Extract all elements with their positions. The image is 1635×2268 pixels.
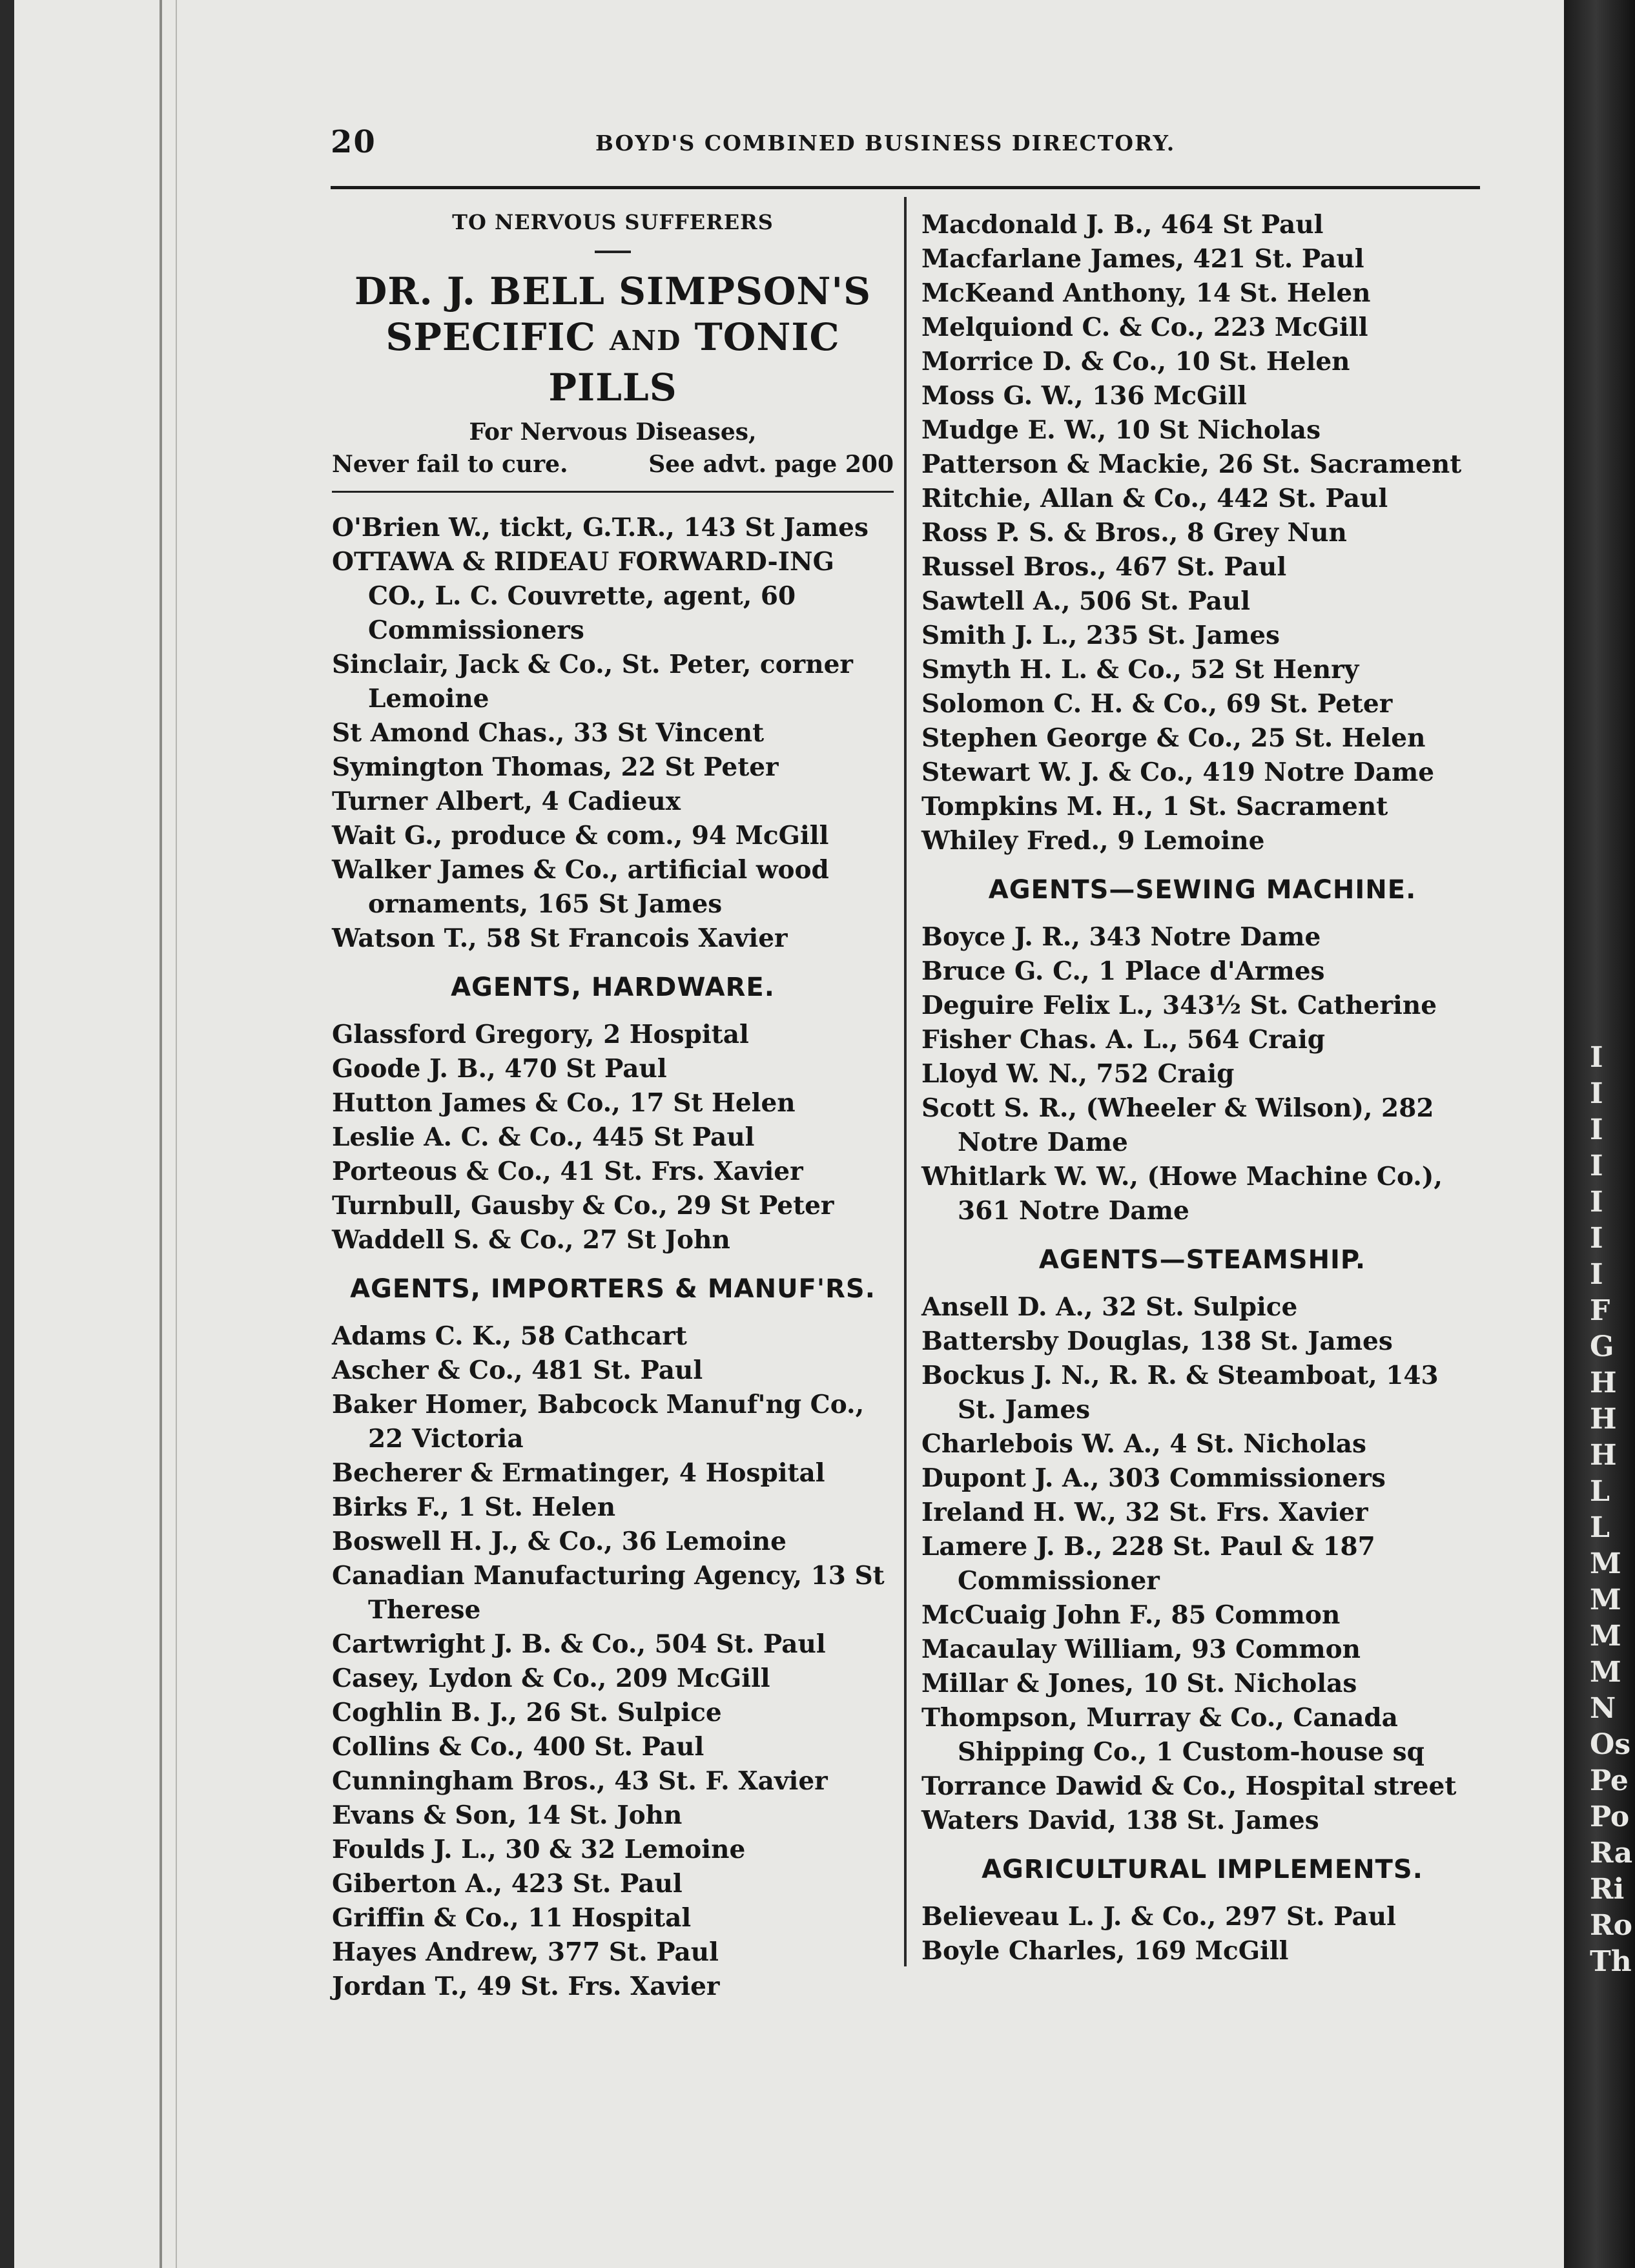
- directory-entry: Patterson & Mackie, 26 St. Sacrament: [921, 449, 1462, 479]
- directory-entry: O'Brien W., tickt, G.T.R., 143 St James: [332, 513, 869, 542]
- directory-entry: Porteous & Co., 41 St. Frs. Xavier: [332, 1157, 803, 1186]
- advert-product-word-1: SPECIFIC: [386, 315, 596, 359]
- advert-product-and: AND: [610, 325, 681, 356]
- directory-entry: Whiley Fred., 9 Lemoine: [921, 826, 1265, 856]
- directory-entry: Sawtell A., 506 St. Paul: [921, 586, 1251, 616]
- directory-entry: Macaulay William, 93 Common: [921, 1634, 1361, 1664]
- section-heading-hardware: AGENTS, HARDWARE.: [451, 973, 775, 1002]
- directory-entry: Torrance Dawid & Co., Hospital street: [921, 1771, 1457, 1801]
- directory-entry: Macdonald J. B., 464 St Paul: [921, 210, 1324, 240]
- facing-page-letter: M: [1590, 1583, 1621, 1616]
- directory-entry: Charlebois W. A., 4 St. Nicholas: [921, 1429, 1367, 1459]
- directory-entry: Scott S. R., (Wheeler & Wilson), 282 Notre Dame: [921, 1093, 1434, 1157]
- facing-page-letter: Th: [1590, 1945, 1632, 1978]
- page-number: 20: [331, 124, 376, 160]
- directory-entry: Giberton A., 423 St. Paul: [332, 1869, 683, 1899]
- directory-entry: Deguire Felix L., 343½ St. Catherine: [921, 991, 1437, 1020]
- facing-page-letter: I: [1590, 1222, 1603, 1255]
- directory-entry: Boyce J. R., 343 Notre Dame: [921, 922, 1321, 952]
- facing-page-letter: Pe: [1590, 1764, 1629, 1797]
- facing-page-letter: M: [1590, 1620, 1621, 1653]
- advert-see-page: See advt. page 200: [648, 451, 894, 478]
- running-head: BOYD'S COMBINED BUSINESS DIRECTORY.: [595, 130, 1176, 156]
- directory-entry: McKeand Anthony, 14 St. Helen: [921, 278, 1371, 308]
- directory-entry: Thompson, Murray & Co., Canada Shipping Co., 1 Custom-house sq: [921, 1703, 1424, 1767]
- directory-entry: Solomon C. H. & Co., 69 St. Peter: [921, 689, 1393, 719]
- directory-entry: Millar & Jones, 10 St. Nicholas: [921, 1669, 1357, 1698]
- directory-entry: Whitlark W. W., (Howe Machine Co.), 361 Notre Dame: [921, 1162, 1443, 1226]
- directory-entry: Waters David, 138 St. James: [921, 1806, 1319, 1835]
- directory-entry: Dupont J. A., 303 Commissioners: [921, 1463, 1386, 1493]
- directory-entry: Lloyd W. N., 752 Craig: [921, 1059, 1235, 1089]
- facing-page-letter: I: [1590, 1113, 1603, 1146]
- directory-entry: Goode J. B., 470 St Paul: [332, 1054, 667, 1084]
- directory-page: [14, 0, 1564, 2268]
- directory-entry: OTTAWA & RIDEAU FORWARD-ING CO., L. C. Couvrette, agent, 60 Commissioners: [332, 547, 834, 645]
- directory-entry: Turnbull, Gausby & Co., 29 St Peter: [332, 1191, 834, 1221]
- directory-entry: Casey, Lydon & Co., 209 McGill: [332, 1664, 770, 1693]
- directory-entry: Foulds J. L., 30 & 32 Lemoine: [332, 1835, 746, 1864]
- scan-left-edge: [0, 0, 14, 2268]
- directory-entry: Mudge E. W., 10 St Nicholas: [921, 415, 1321, 445]
- directory-entry: Evans & Son, 14 St. John: [332, 1800, 683, 1830]
- section-heading-sewing-machine: AGENTS—SEWING MACHINE.: [988, 875, 1417, 905]
- directory-entry: Walker James & Co., artificial wood ornaments, 165 St James: [332, 855, 829, 919]
- facing-page-letter: Ro: [1590, 1909, 1632, 1942]
- facing-page-letter: I: [1590, 1258, 1603, 1291]
- directory-entry: Baker Homer, Babcock Manuf'ng Co., 22 Victoria: [332, 1390, 865, 1454]
- directory-entry: Collins & Co., 400 St. Paul: [332, 1732, 704, 1762]
- directory-entry: Waddell S. & Co., 27 St John: [332, 1225, 730, 1255]
- advert-dash: [595, 251, 631, 253]
- facing-page-letter: Os: [1590, 1728, 1631, 1761]
- directory-entry: Moss G. W., 136 McGill: [921, 381, 1247, 411]
- directory-entry: Stephen George & Co., 25 St. Helen: [921, 723, 1426, 753]
- directory-entry: Hayes Andrew, 377 St. Paul: [332, 1937, 719, 1967]
- entry-list: [921, 1290, 1483, 1838]
- directory-entry: Bockus J. N., R. R. & Steamboat, 143 St. James: [921, 1361, 1439, 1425]
- facing-page-letter: L: [1590, 1511, 1610, 1544]
- directory-entry: Ansell D. A., 32 St. Sulpice: [921, 1292, 1298, 1322]
- entry-list: [332, 1319, 894, 2004]
- facing-page-letter: M: [1590, 1656, 1621, 1689]
- directory-entry: Battersby Douglas, 138 St. James: [921, 1326, 1393, 1356]
- directory-entry: Believeau L. J. & Co., 297 St. Paul: [921, 1902, 1396, 1932]
- advert-bottom-line: [332, 448, 894, 480]
- directory-entry: Adams C. K., 58 Cathcart: [332, 1321, 687, 1351]
- advert-rule: [332, 491, 894, 493]
- directory-entry: Turner Albert, 4 Cadieux: [332, 787, 681, 816]
- entry-list: [332, 1018, 894, 1257]
- advert-cure: Never fail to cure.: [332, 451, 568, 478]
- directory-entry: Cunningham Bros., 43 St. F. Xavier: [332, 1766, 828, 1796]
- entry-list: [921, 1900, 1483, 1968]
- directory-entry: Ritchie, Allan & Co., 442 St. Paul: [921, 484, 1388, 513]
- column-divider: [904, 197, 907, 1966]
- directory-entry: Ireland H. W., 32 St. Frs. Xavier: [921, 1498, 1368, 1527]
- right-column: [921, 208, 1483, 1968]
- directory-entry: St Amond Chas., 33 St Vincent: [332, 718, 765, 748]
- directory-entry: Birks F., 1 St. Helen: [332, 1492, 616, 1522]
- directory-entry: Becherer & Ermatinger, 4 Hospital: [332, 1458, 825, 1488]
- advert-product: [332, 314, 894, 411]
- section-heading-steamship: AGENTS—STEAMSHIP.: [1038, 1245, 1366, 1275]
- directory-entry: Leslie A. C. & Co., 445 St Paul: [332, 1122, 755, 1152]
- directory-entry: Ross P. S. & Bros., 8 Grey Nun: [921, 518, 1347, 548]
- directory-entry: Bruce G. C., 1 Place d'Armes: [921, 956, 1325, 986]
- directory-entry: Melquiond C. & Co., 223 McGill: [921, 313, 1368, 342]
- directory-entry: Macfarlane James, 421 St. Paul: [921, 244, 1364, 274]
- advert-product-word-2: TONIC PILLS: [548, 315, 840, 409]
- facing-page-letter: I: [1590, 1077, 1603, 1110]
- facing-page-letter: Po: [1590, 1800, 1630, 1833]
- page-gutter-line-inner: [176, 0, 177, 2268]
- facing-page-letters: [1590, 1040, 1635, 1980]
- directory-entry: Smith J. L., 235 St. James: [921, 621, 1280, 650]
- directory-entry: Russel Bros., 467 St. Paul: [921, 552, 1287, 582]
- advert-top-line: TO NERVOUS SUFFERERS: [452, 210, 774, 234]
- directory-entry: Boyle Charles, 169 McGill: [921, 1936, 1289, 1966]
- directory-entry: Sinclair, Jack & Co., St. Peter, corner Lemoine: [332, 650, 853, 714]
- directory-entry: Watson T., 58 St Francois Xavier: [332, 923, 788, 953]
- directory-entry: McCuaig John F., 85 Common: [921, 1600, 1341, 1630]
- facing-page-letter: Ri: [1590, 1873, 1625, 1906]
- facing-page-letter: H: [1590, 1366, 1617, 1399]
- advertisement: [332, 208, 894, 493]
- directory-entry: Morrice D. & Co., 10 St. Helen: [921, 347, 1350, 376]
- directory-entry: Tompkins M. H., 1 St. Sacrament: [921, 792, 1388, 821]
- directory-entry: Canadian Manufacturing Agency, 13 St Therese: [332, 1561, 885, 1625]
- page-header: [331, 124, 1480, 176]
- header-rule: [331, 186, 1480, 189]
- left-column: [332, 208, 894, 2004]
- directory-entry: Hutton James & Co., 17 St Helen: [332, 1088, 796, 1118]
- directory-entry: Symington Thomas, 22 St Peter: [332, 752, 779, 782]
- directory-entry: Wait G., produce & com., 94 McGill: [332, 821, 829, 850]
- facing-page-letter: M: [1590, 1547, 1621, 1580]
- facing-page-letter: L: [1590, 1475, 1610, 1508]
- directory-entry: Smyth H. L. & Co., 52 St Henry: [921, 655, 1359, 685]
- entry-list: [921, 208, 1483, 858]
- facing-page-letter: Ra: [1590, 1837, 1633, 1870]
- directory-entry: Boswell H. J., & Co., 36 Lemoine: [332, 1527, 787, 1556]
- page-gutter-line: [159, 0, 162, 2268]
- directory-entry: Stewart W. J. & Co., 419 Notre Dame: [921, 758, 1435, 787]
- directory-entry: Lamere J. B., 228 St. Paul & 187 Commissioner: [921, 1532, 1375, 1596]
- directory-entry: Ascher & Co., 481 St. Paul: [332, 1356, 703, 1385]
- facing-page-letter: G: [1590, 1330, 1614, 1363]
- directory-entry: Cartwright J. B. & Co., 504 St. Paul: [332, 1629, 826, 1659]
- section-heading-importers: AGENTS, IMPORTERS & MANUF'RS.: [350, 1274, 876, 1304]
- facing-page-letter: N: [1590, 1692, 1616, 1725]
- directory-entry: Jordan T., 49 St. Frs. Xavier: [332, 1972, 720, 2001]
- facing-page-letter: I: [1590, 1041, 1603, 1074]
- directory-entry: Coghlin B. J., 26 St. Sulpice: [332, 1698, 722, 1727]
- entry-list: [332, 511, 894, 956]
- advert-for-line: For Nervous Diseases,: [469, 418, 757, 446]
- directory-entry: Fisher Chas. A. L., 564 Craig: [921, 1025, 1326, 1055]
- facing-page-letter: I: [1590, 1149, 1603, 1182]
- facing-page-letter: I: [1590, 1186, 1603, 1219]
- advert-name: DR. J. BELL SIMPSON'S: [354, 269, 872, 313]
- section-heading-agricultural: AGRICULTURAL IMPLEMENTS.: [982, 1855, 1423, 1884]
- facing-page-letter: H: [1590, 1439, 1617, 1472]
- facing-page-letter: H: [1590, 1403, 1617, 1436]
- directory-entry: Griffin & Co., 11 Hospital: [332, 1903, 692, 1933]
- directory-entry: Glassford Gregory, 2 Hospital: [332, 1020, 749, 1049]
- facing-page-letter: F: [1590, 1294, 1610, 1327]
- entry-list: [921, 920, 1483, 1228]
